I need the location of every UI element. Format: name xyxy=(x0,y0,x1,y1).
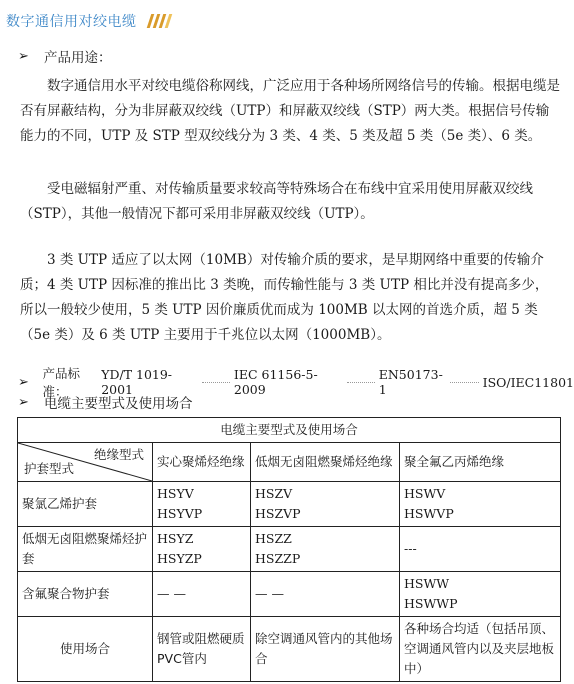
table-cell xyxy=(400,527,561,572)
usage-paragraph-3 xyxy=(20,248,560,348)
title-row xyxy=(6,9,170,33)
model-code: HSWV xyxy=(404,486,446,501)
model-code: HSWVP xyxy=(404,506,454,521)
table-cell xyxy=(153,527,251,572)
title-decoration-icon xyxy=(149,14,170,28)
dotted-separator xyxy=(202,382,230,383)
model-code: HSWW xyxy=(404,576,450,591)
diagonal-header-cell xyxy=(18,443,153,482)
table-cell xyxy=(251,482,400,527)
page-title: 数字通信用对绞电缆 xyxy=(6,14,137,30)
bullet-arrow-icon: ➢ xyxy=(18,394,29,410)
insulation-type-label: 绝缘型式 xyxy=(93,447,144,462)
usage-heading xyxy=(18,46,112,66)
model-code: — — xyxy=(255,586,284,601)
table-caption: 电缆主要型式及使用场合 xyxy=(18,418,561,443)
table-heading xyxy=(18,392,193,412)
dotted-separator xyxy=(450,382,478,383)
standard-item: EN50173-1 xyxy=(378,367,443,397)
table-cell xyxy=(251,572,400,617)
standard-item: YD/T 1019-2001 xyxy=(101,367,173,397)
model-code: HSYV xyxy=(157,486,194,501)
paragraph-text: 3 类 UTP 适应了以太网（10MB）对传输介质的要求，是早期网络中重要的传输介质；4 类 UTP 因标准的推出比 3 类晚，而传输性能与 3 类 UTP 相比并没有提高多少，所以一般较少使用，5 类 UTP 因价廉质优而成为 100MB 以太网的首选介质，超 5 类（5e 类）及 6 类 UTP 主要用于千兆位以太网（1000MB）。 xyxy=(20,252,549,343)
bullet-arrow-icon: ➢ xyxy=(18,374,29,390)
row-label: 聚氯乙烯护套 xyxy=(18,482,153,527)
table-cell: 除空调通风管内的其他场合 xyxy=(251,617,400,682)
bullet-arrow-icon: ➢ xyxy=(18,48,29,64)
row-label: 使用场合 xyxy=(18,617,153,682)
table-cell: 钢管或阻燃硬质PVC管内 xyxy=(153,617,251,682)
model-code: — — xyxy=(157,586,186,601)
table-row xyxy=(18,482,561,527)
model-code: --- xyxy=(404,541,417,556)
row-label: 低烟无卤阻燃聚烯烃护套 xyxy=(18,527,153,572)
cable-spec-table xyxy=(17,417,561,682)
paragraph-text: 受电磁辐射严重、对传输质量要求较高等特殊场合在布线中宜采用使用屏蔽双绞线（STP），其他一般情况下都可采用非屏蔽双绞线（UTP）。 xyxy=(20,181,533,222)
usage-paragraph-2 xyxy=(20,177,560,227)
table-cell xyxy=(400,572,561,617)
table-cell xyxy=(251,527,400,572)
model-code: HSYZ xyxy=(157,531,194,546)
table-cell xyxy=(153,482,251,527)
usage-heading-text: 产品用途： xyxy=(44,50,112,66)
sheath-type-label: 护套型式 xyxy=(24,461,75,476)
table-row xyxy=(18,527,561,572)
table-heading-text: 电缆主要型式及使用场合 xyxy=(44,396,193,412)
row-label: 含氟聚合物护套 xyxy=(18,572,153,617)
model-code: HSYVP xyxy=(157,506,203,521)
standard-label: 产品标准： xyxy=(42,366,80,399)
standard-item: IEC 61156-5-2009 xyxy=(233,367,318,397)
standard-item: ISO/IEC11801 xyxy=(482,374,574,390)
table-cell xyxy=(153,572,251,617)
dotted-separator xyxy=(347,382,375,383)
table-row xyxy=(18,617,561,682)
paragraph-text: 数字通信用水平对绞电缆俗称网线，广泛应用于各种场所网络信号的传输。根据电缆是否有屏蔽结构，分为非屏蔽双绞线（UTP）和屏蔽双绞线（STP）两大类。根据信号传输能力的不同，UTP 及 STP 型双绞线分为 3 类、4 类、5 类及超 5 类（5e 类）、6 类。 xyxy=(20,78,560,144)
model-code: HSZV xyxy=(255,486,293,501)
table-cell: 各种场合均适（包括吊顶、空调通风管内以及夹层地板中） xyxy=(400,617,561,682)
column-header: 聚全氟乙丙烯绝缘 xyxy=(400,443,561,482)
column-header: 实心聚烯烃绝缘 xyxy=(153,443,251,482)
model-code: HSZZP xyxy=(255,551,301,566)
model-code: HSYZP xyxy=(157,551,202,566)
column-header: 低烟无卤阻燃聚烯烃绝缘 xyxy=(251,443,400,482)
model-code: HSZZ xyxy=(255,531,292,546)
table-cell xyxy=(400,482,561,527)
model-code: HSWWP xyxy=(404,596,458,611)
model-code: HSZVP xyxy=(255,506,301,521)
usage-paragraph-1 xyxy=(20,74,560,149)
table-row xyxy=(18,572,561,617)
